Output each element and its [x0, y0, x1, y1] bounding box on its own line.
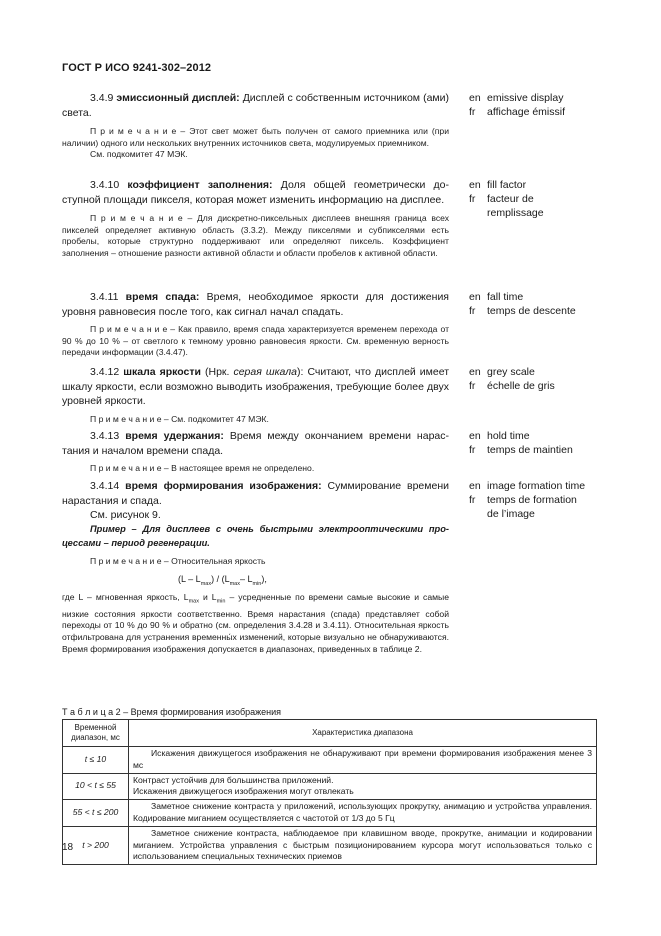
term-definition: 3.4.12 шкала яркости (Нрк. серая шкала): Считают, что дисплей имеет шкалу яркости, если возможно выводить изображения, требующие более двух уровней яркости. [62, 366, 450, 407]
term-name: время формирования изображения: [125, 480, 322, 492]
column-header-range: Временной диапазон, мс [63, 720, 129, 747]
relative-luminance-formula: $(L - L_{max}) / (L_{max}-$ $L_{min}$), [178, 574, 267, 587]
term-definition: 3.4.14 время формирования изображения: Суммирование времени нарастания и спада. [62, 480, 449, 507]
term-note: П р и м е ч а н и е – Как правило, время спада характеризуется временем перехода от 90 % до 10 % – от светлого к темному уровню равновесия яркости. См. временную верность передачи информации (3.4.47). [62, 324, 449, 358]
term-translations-3-4-10: en fill factor fr facteur de remplissage [469, 179, 544, 220]
description-cell: Искажения движущегося изображения не обнаруживают при времени формирования изображения менее 3 мс [129, 747, 597, 774]
description-cell: Заметное снижение контраста, наблюдаемое при клавишном вводе, прокрутке, анимации и кодировании миганием. Устройства управления с быстрым позиционированием курсора могут использоваться только с использованием специальных технических приемов [129, 826, 597, 864]
term-definition: 3.4.9 эмиссионный дисплей: Дисплей с собственным источником (ами) света. [62, 92, 449, 119]
term-note: П р и м е ч а н и е – См. подкомитет 47 МЭК. [90, 413, 269, 424]
table-row [63, 747, 597, 774]
term-name: шкала яркости [123, 366, 201, 378]
document-header: ГОСТ Р ИСО 9241-302–2012 [62, 62, 212, 74]
table-row [63, 773, 597, 800]
range-cell: t ≤ 10 [63, 747, 129, 774]
term-entry-3-4-13 [62, 429, 449, 475]
description-cell: Заметное снижение контраста у приложений, использующих прокрутку, анимацию и устройства управления. Кодирование миганием осуществляется с частотой от 1/3 до 5 Гц [129, 800, 597, 827]
see-reference: См. подкомитет 47 МЭК. [90, 149, 188, 160]
fr-term: affichage émissif [487, 106, 566, 119]
en-term: hold time [487, 430, 530, 442]
term-entry-3-4-10 [62, 178, 449, 260]
range-cell: 55 < t ≤ 200 [63, 800, 129, 827]
term-note: П р и м е ч а н и е – В настоящее время не определено. [90, 463, 315, 473]
en-term: emissive display [487, 92, 564, 104]
en-term: fall time [487, 291, 524, 303]
table-row [63, 800, 597, 827]
term-translations-3-4-12: en grey scale fr échelle de gris [469, 366, 555, 393]
description-cell: Контраст устойчив для большинства приложений. Искажения движущегося изображения могут отвлекать [129, 773, 597, 800]
term-definition: 3.4.11 время спада: Время, необходимое яркости для достижения уровня равновесия после того, как сигнал начал спадать. [62, 291, 449, 318]
see-reference: См. рисунок 9. [90, 509, 161, 521]
term-entry-3-4-11 [62, 290, 449, 359]
en-term: fill factor [487, 179, 527, 191]
term-note: П р и м е ч а н и е – Этот свет может быть получен от самого приемника или (при наличии) одного или нескольких внутренних источников света, модулируемых приемником. [62, 126, 450, 148]
fr-term: temps de maintien [487, 444, 573, 457]
range-cell: t > 200 [63, 826, 129, 864]
en-term: grey scale [487, 366, 535, 378]
fr-term: temps de descente [487, 305, 576, 318]
term-entry-3-4-12 [62, 365, 449, 425]
term-definition: 3.4.10 коэффициент заполнения: Доля общей геометрически доступной площади пикселя, которая может изменить информацию на дисплее. [62, 179, 450, 206]
term-translations-3-4-11: en fall time fr temps de descente [469, 291, 576, 318]
fr-term: temps de formation [487, 494, 577, 507]
term-entry-3-4-14 [62, 479, 449, 523]
fr-term: facteur de [487, 193, 534, 206]
term-note: П р и м е ч а н и е – Для дискретно-пиксельных дисплеев внешняя граница всех пикселей определяет активную область (3.3.2). Между пикселями и субпикселями есть пробелы, которые структурно поддерживают или определяют пиксель. Коэффициент заполнения – отношение разности активной области и области пробелов к активной области. [62, 213, 449, 259]
relative-luminance-note: П р и м е ч а н и е – Относительная яркость [90, 556, 266, 566]
fr-term-cont: de l’image [487, 508, 535, 521]
en-term: image formation time [487, 480, 586, 492]
term-entry-3-4-9 [62, 91, 449, 161]
term-translations-3-4-14: en image formation time fr temps de formation de l’image [469, 480, 586, 521]
example-text: Пример – Для дисплеев с очень быстрыми электрооптическими процессами – период регенерации. [62, 524, 449, 548]
range-cell: 10 < t ≤ 55 [63, 773, 129, 800]
fr-term: échelle de gris [487, 380, 555, 393]
table-caption: Т а б л и ц а 2 – Время формирования изображения [62, 707, 282, 717]
term-name: коэффициент заполнения: [127, 179, 273, 191]
column-header-characteristic: Характеристика диапазона [129, 720, 597, 747]
term-translations-3-4-13: en hold time fr temps de maintien [469, 430, 573, 457]
deprecated-term: серая шкала [233, 366, 298, 378]
term-name: время удержания: [125, 430, 224, 442]
formula-explanation: где L – мгновенная яркость, $L_{max}$ и $L_{min}$ – усредненные по времени самые высокие и самые низкие состояния яркости соответственно. Время нарастания (спада) представляет собой переходы от 10 % до 90 % и обратно (см. определения 3.4.28 и 3.4.11). Относительная яркость отфильтрована для устранения временны́х изменений, которые визуально не обнаруживаются. Время формирования изображения допускается в диапазонах, приведенных в таблице 2. [62, 592, 449, 654]
table-row [63, 826, 597, 864]
image-formation-time-table [62, 719, 597, 865]
table-header-row [63, 720, 597, 747]
term-translations-3-4-9: en emissive display fr affichage émissif [469, 92, 566, 119]
fr-term-cont: remplissage [487, 207, 544, 220]
term-name: эмиссионный дисплей: [116, 92, 240, 104]
term-definition: 3.4.13 время удержания: Время между окончанием времени нарастания и началом времени спада. [62, 430, 449, 457]
page-number: 18 [62, 842, 74, 853]
term-name: время спада: [125, 291, 200, 303]
